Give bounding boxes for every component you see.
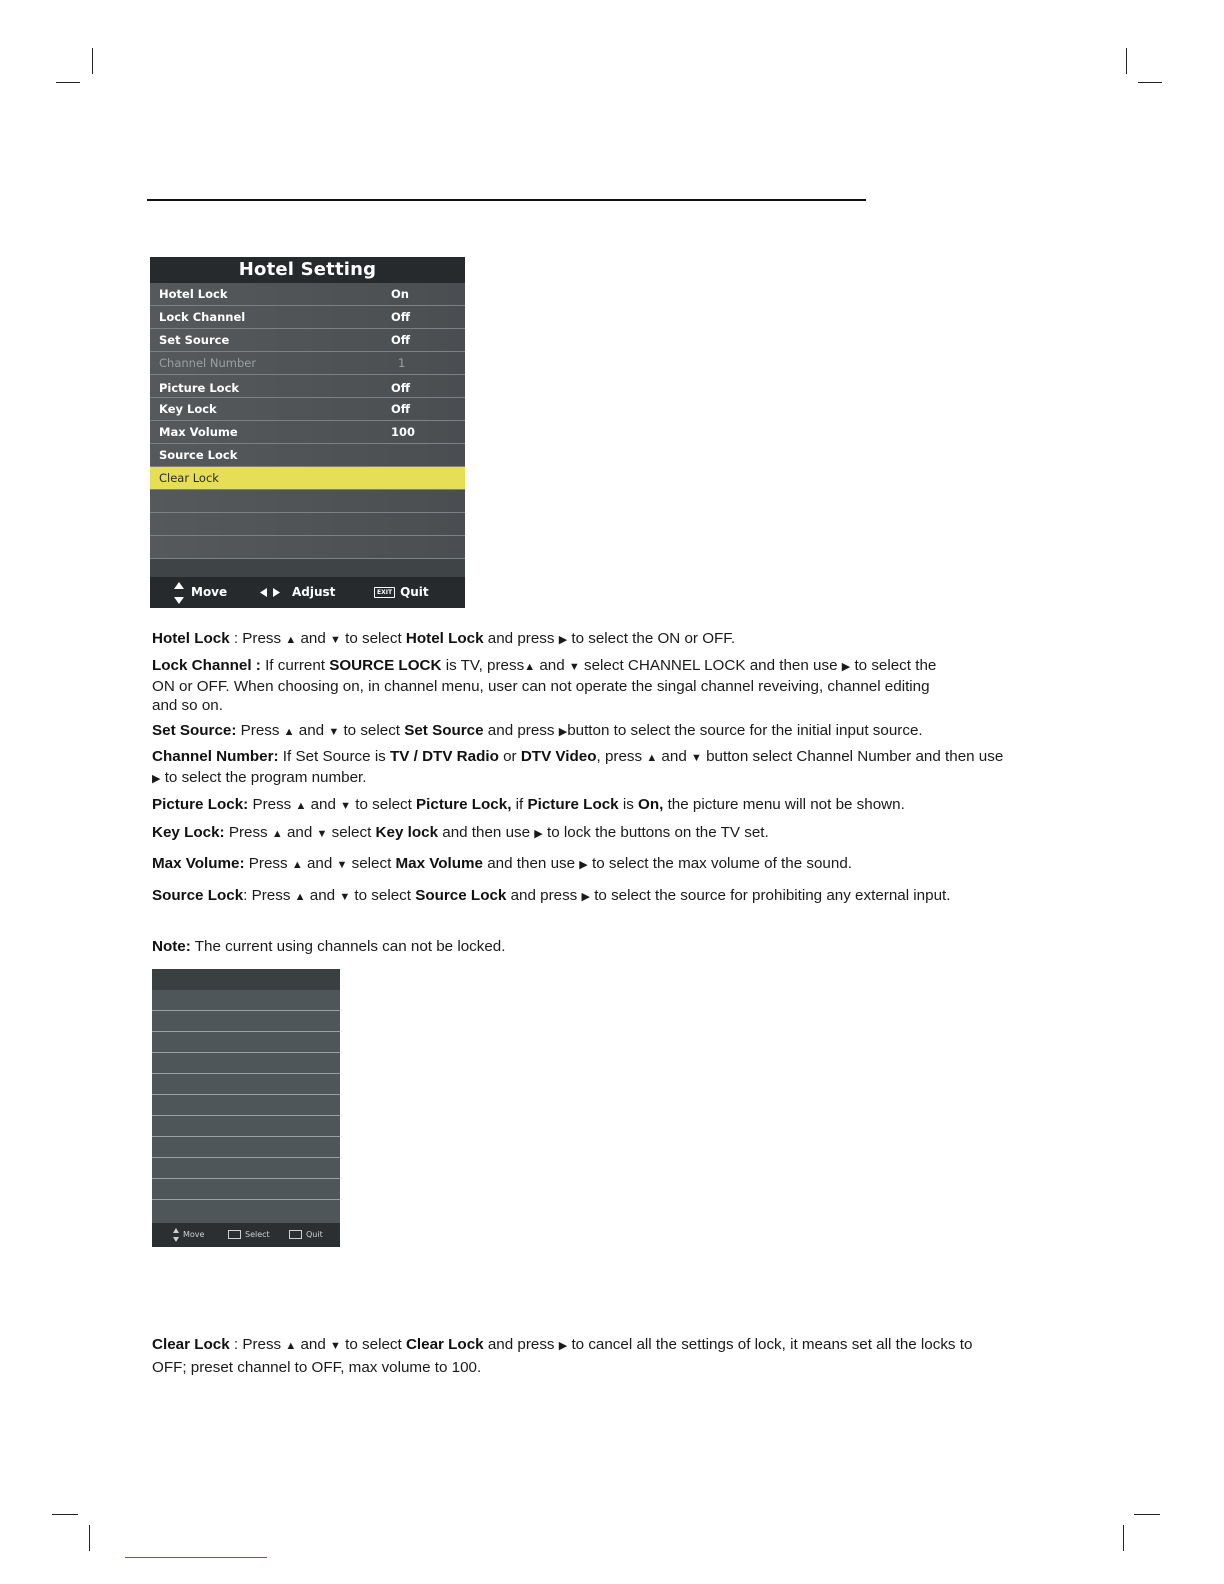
right-arrow-icon: ▶ [558,634,568,646]
exit-key-icon [289,1230,302,1239]
crop-mark [1134,1514,1160,1515]
move-hint: Move [191,585,228,599]
up-down-arrow-icon [173,1228,179,1242]
footer-link-rule [125,1557,267,1558]
menu-row-label: Max Volume [159,425,238,439]
menu-row-value: Off [391,381,411,395]
crop-mark [52,1514,78,1515]
menu-row-empty [152,1032,340,1053]
menu-row-picture-lock[interactable] [150,375,465,398]
menu-row-label: Key Lock [159,402,217,416]
move-hint: Move [183,1230,205,1239]
menu-row-empty [150,513,465,536]
menu-row-empty [152,1116,340,1137]
up-arrow-icon: ▲ [283,726,295,738]
up-down-arrow-icon [174,582,184,604]
menu-row-label: Hotel Lock [159,287,228,301]
right-arrow-icon: ▶ [558,1340,568,1352]
menu-row-empty [152,1011,340,1032]
menu-row-empty [152,1095,340,1116]
menu-row-label: Set Source [159,333,230,347]
menu-row-empty [152,990,340,1011]
right-arrow-icon: ▶ [581,891,590,903]
up-arrow-icon: ▲ [285,634,297,646]
menu-row-key-lock[interactable] [150,398,465,421]
set-source-instruction: Set Source: Press ▲ and ▼ to select Set Source and press ▶button to select the source for the initial input source. [152,722,923,739]
menu-row-label: Source Lock [159,448,238,462]
max-volume-instruction: Max Volume: Press ▲ and ▼ select Max Volume and then use ▶ to select the max volume of the sound. [152,855,852,872]
down-arrow-icon: ▼ [339,891,351,903]
menu-row-source-lock[interactable] [150,444,465,467]
menu-row-label: Lock Channel [159,310,246,324]
down-arrow-icon: ▼ [316,828,328,840]
menu-row-lock-channel[interactable] [150,306,465,329]
crop-mark [92,48,93,74]
menu-row-hotel-lock[interactable] [150,283,465,306]
key-lock-instruction: Key Lock: Press ▲ and ▼ select Key lock and then use ▶ to lock the buttons on the TV set. [152,824,769,841]
hotel-lock-instruction: Hotel Lock : Press ▲ and ▼ to select Hotel Lock and press ▶ to select the ON or OFF. [152,630,736,647]
menu-row-empty [150,536,465,559]
adjust-hint: Adjust [292,585,336,599]
quit-hint: Quit [400,585,429,599]
right-arrow-icon: ▶ [841,661,851,673]
picture-lock-instruction: Picture Lock: Press ▲ and ▼ to select Picture Lock, if Picture Lock is On, the picture menu will not be shown. [152,796,905,813]
right-arrow-icon: ▶ [152,773,161,785]
left-right-arrow-icon [260,588,280,597]
down-arrow-icon: ▼ [328,726,340,738]
menu-row-empty [152,1179,340,1200]
menu-row-empty [152,1137,340,1158]
up-arrow-icon: ▲ [271,828,283,840]
lock-channel-instruction: Lock Channel : If current SOURCE LOCK is TV, press▲ and ▼ select CHANNEL LOCK and then use ▶ to select the ON or OFF. When choosing on, in channel menu, user can not operate the singal channel reveiving, channel editing and so on. [152,657,937,714]
up-arrow-icon: ▲ [294,891,306,903]
quit-hint: Quit [306,1230,323,1239]
down-arrow-icon: ▼ [568,661,580,673]
crop-mark [1123,1525,1124,1551]
source-lock-menu [152,969,340,1247]
crop-mark [1126,48,1127,74]
down-arrow-icon: ▼ [690,752,702,764]
menu-row-label: Picture Lock [159,381,240,395]
menu-row-empty [152,1053,340,1074]
menu-row-label: Channel Number [159,356,257,370]
up-arrow-icon: ▲ [285,1340,297,1352]
source-lock-instruction: Source Lock: Press ▲ and ▼ to select Source Lock and press ▶ to select the source for prohibiting any external input. [152,887,951,904]
crop-mark [89,1525,90,1551]
crop-mark [56,82,80,83]
up-arrow-icon: ▲ [295,800,307,812]
clear-lock-instruction: Clear Lock : Press ▲ and ▼ to select Clear Lock and press ▶ to cancel all the settings of lock, it means set all the locks to OFF; preset channel to OFF, max volume to 100. [152,1336,973,1376]
channel-number-instruction: Channel Number: If Set Source is TV / DTV Radio or DTV Video, press ▲ and ▼ button select Channel Number and then use ▶ to select the program number. [152,748,1004,786]
menu-footer [152,1223,340,1247]
hotel-setting-menu [150,257,465,608]
down-arrow-icon: ▼ [330,1340,341,1352]
section-divider [147,199,866,201]
menu-row-value: Off [391,310,411,324]
down-arrow-icon: ▼ [340,800,352,812]
up-arrow-icon: ▲ [646,752,658,764]
right-arrow-icon: ▶ [534,828,543,840]
exit-key-icon: EXIT [374,587,395,598]
menu-row-clear-lock[interactable] [150,467,465,490]
down-arrow-icon: ▼ [336,859,348,871]
up-arrow-icon: ▲ [524,661,536,673]
menu-row-set-source[interactable] [150,329,465,352]
menu-row-max-volume[interactable] [150,421,465,444]
ok-key-icon [228,1230,241,1239]
menu-header [152,969,340,990]
note-text: Note: The current using channels can not be locked. [152,938,506,955]
menu-row-channel-number [150,352,465,375]
menu-row-empty [152,1074,340,1095]
menu-row-empty [150,490,465,513]
menu-row-value: 1 [398,356,406,370]
menu-footer [150,577,465,608]
menu-row-value: Off [391,333,411,347]
menu-row-value: On [391,287,409,301]
menu-row-value: 100 [391,425,416,439]
menu-title: Hotel Setting [150,257,465,283]
right-arrow-icon: ▶ [579,859,588,871]
menu-row-value: Off [391,402,411,416]
down-arrow-icon: ▼ [330,634,341,646]
menu-row-label: Clear Lock [159,471,219,485]
crop-mark [1138,82,1162,83]
up-arrow-icon: ▲ [291,859,303,871]
select-hint: Select [245,1230,270,1239]
right-arrow-icon: ▶ [558,726,568,738]
menu-row-empty [152,1158,340,1179]
